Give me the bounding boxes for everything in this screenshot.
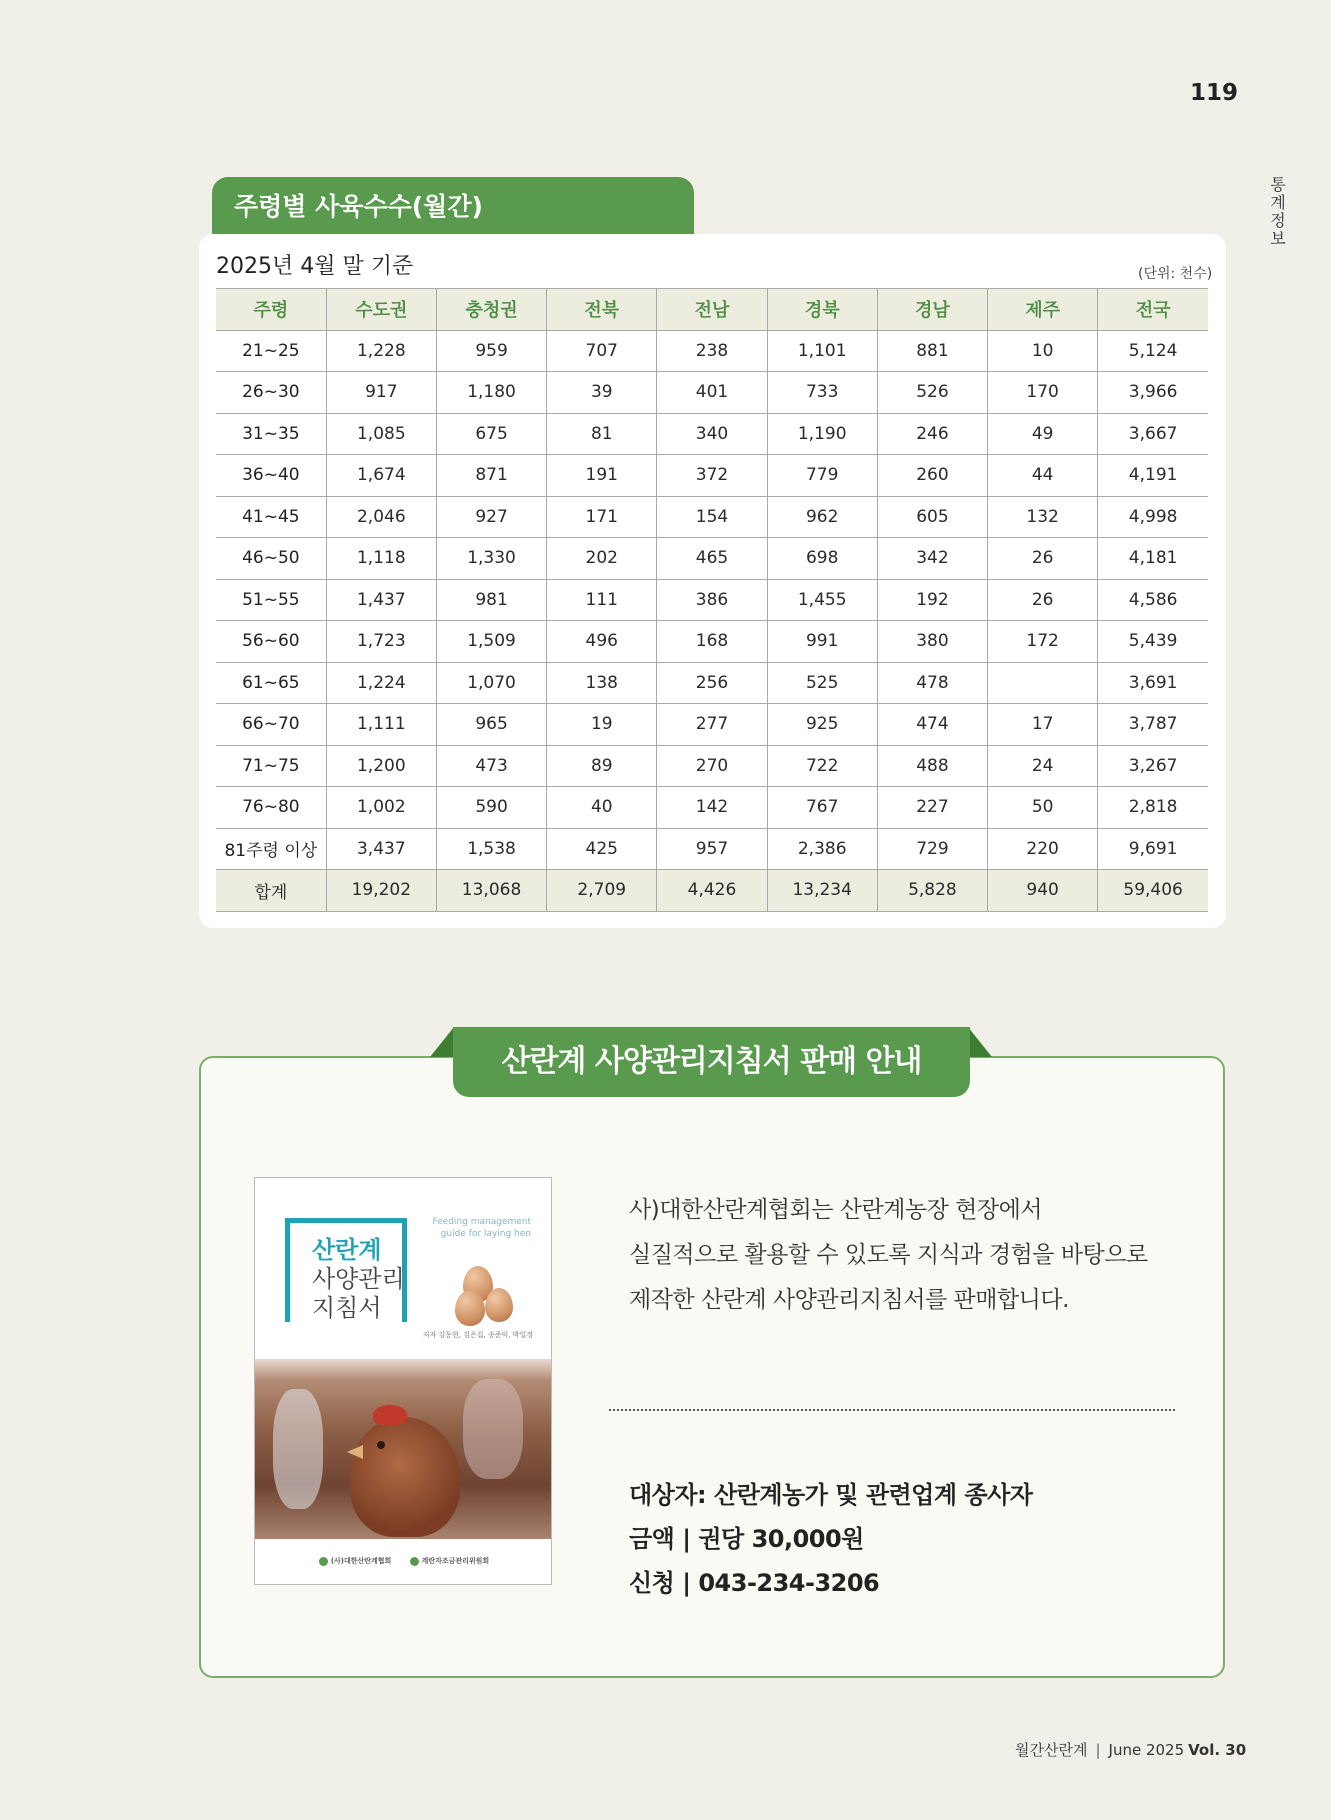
value-cell: 3,437 xyxy=(326,828,436,870)
table-row xyxy=(216,496,1208,538)
dotted-divider xyxy=(609,1409,1175,1411)
value-cell: 4,191 xyxy=(1098,455,1208,497)
value-cell: 89 xyxy=(547,745,657,787)
value-cell: 496 xyxy=(547,621,657,663)
value-cell: 81 xyxy=(547,413,657,455)
value-cell: 270 xyxy=(657,745,767,787)
age-cell: 71~75 xyxy=(216,745,326,787)
value-cell: 191 xyxy=(547,455,657,497)
value-cell: 729 xyxy=(877,828,987,870)
age-cell: 51~55 xyxy=(216,579,326,621)
value-cell: 957 xyxy=(657,828,767,870)
egg-icon xyxy=(485,1288,513,1322)
value-cell: 380 xyxy=(877,621,987,663)
table-row xyxy=(216,455,1208,497)
page-number: 119 xyxy=(1190,80,1239,106)
value-cell: 1,224 xyxy=(326,662,436,704)
value-cell: 1,002 xyxy=(326,787,436,829)
value-cell: 881 xyxy=(877,330,987,372)
volume-number: Vol. 30 xyxy=(1188,1741,1247,1759)
value-cell: 917 xyxy=(326,372,436,414)
value-cell: 1,085 xyxy=(326,413,436,455)
value-cell: 260 xyxy=(877,455,987,497)
value-cell: 940 xyxy=(988,870,1098,912)
footer-separator: | xyxy=(1095,1741,1101,1759)
value-cell: 1,111 xyxy=(326,704,436,746)
value-cell: 526 xyxy=(877,372,987,414)
value-cell: 1,723 xyxy=(326,621,436,663)
sale-description-line: 제작한 산란계 사양관리지침서를 판매합니다. xyxy=(629,1287,1069,1313)
value-cell: 2,818 xyxy=(1098,787,1208,829)
value-cell: 59,406 xyxy=(1098,870,1208,912)
value-cell: 340 xyxy=(657,413,767,455)
value-cell: 24 xyxy=(988,745,1098,787)
value-cell: 49 xyxy=(988,413,1098,455)
column-header: 수도권 xyxy=(326,289,436,331)
publisher-logo-1 xyxy=(319,1557,392,1565)
age-cell: 26~30 xyxy=(216,372,326,414)
value-cell: 50 xyxy=(988,787,1098,829)
hen-comb xyxy=(373,1405,407,1425)
value-cell: 1,330 xyxy=(436,538,546,580)
value-cell: 3,667 xyxy=(1098,413,1208,455)
value-cell: 733 xyxy=(767,372,877,414)
table-row xyxy=(216,372,1208,414)
issue-date: June 2025 xyxy=(1108,1741,1185,1759)
value-cell: 2,046 xyxy=(326,496,436,538)
side-tab-label: 통계 정보 xyxy=(1270,175,1286,248)
committee-logo-icon xyxy=(410,1557,419,1566)
age-cell: 66~70 xyxy=(216,704,326,746)
value-cell: 779 xyxy=(767,455,877,497)
value-cell: 962 xyxy=(767,496,877,538)
value-cell: 722 xyxy=(767,745,877,787)
value-cell: 1,674 xyxy=(326,455,436,497)
value-cell: 3,787 xyxy=(1098,704,1208,746)
value-cell: 2,386 xyxy=(767,828,877,870)
value-cell: 26 xyxy=(988,579,1098,621)
value-cell: 1,118 xyxy=(326,538,436,580)
book-title-line2: 사양관리 xyxy=(312,1265,405,1293)
value-cell: 590 xyxy=(436,787,546,829)
value-cell: 871 xyxy=(436,455,546,497)
value-cell: 3,966 xyxy=(1098,372,1208,414)
age-cell: 31~35 xyxy=(216,413,326,455)
age-cell: 41~45 xyxy=(216,496,326,538)
table-row xyxy=(216,745,1208,787)
age-cell: 56~60 xyxy=(216,621,326,663)
book-subtitle-en: Feeding management guide for laying hen xyxy=(432,1217,531,1239)
value-cell: 465 xyxy=(657,538,767,580)
value-cell: 1,190 xyxy=(767,413,877,455)
value-cell: 675 xyxy=(436,413,546,455)
column-header: 경남 xyxy=(877,289,987,331)
value-cell: 44 xyxy=(988,455,1098,497)
value-cell: 342 xyxy=(877,538,987,580)
age-cell: 36~40 xyxy=(216,455,326,497)
value-cell: 1,101 xyxy=(767,330,877,372)
price: 금액 | 권당 30,000원 xyxy=(629,1525,864,1553)
value-cell: 474 xyxy=(877,704,987,746)
column-header: 전국 xyxy=(1098,289,1208,331)
value-cell: 4,586 xyxy=(1098,579,1208,621)
value-cell: 168 xyxy=(657,621,767,663)
page-footer xyxy=(1015,1739,1246,1760)
age-cell: 21~25 xyxy=(216,330,326,372)
value-cell: 170 xyxy=(988,372,1098,414)
value-cell: 925 xyxy=(767,704,877,746)
photo-background-blur xyxy=(463,1379,523,1479)
book-title xyxy=(312,1236,405,1323)
age-cell: 61~65 xyxy=(216,662,326,704)
age-cell: 76~80 xyxy=(216,787,326,829)
sale-description xyxy=(629,1188,1148,1323)
value-cell: 1,228 xyxy=(326,330,436,372)
hen-body xyxy=(350,1417,460,1537)
contact-phone: 신청 | 043-234-3206 xyxy=(629,1569,880,1597)
value-cell: 959 xyxy=(436,330,546,372)
value-cell: 9,691 xyxy=(1098,828,1208,870)
value-cell: 40 xyxy=(547,787,657,829)
value-cell: 39 xyxy=(547,372,657,414)
value-cell: 256 xyxy=(657,662,767,704)
value-cell: 154 xyxy=(657,496,767,538)
value-cell: 19 xyxy=(547,704,657,746)
column-header: 경북 xyxy=(767,289,877,331)
value-cell: 372 xyxy=(657,455,767,497)
table-header-row xyxy=(216,289,1208,331)
value-cell: 605 xyxy=(877,496,987,538)
value-cell: 991 xyxy=(767,621,877,663)
value-cell: 965 xyxy=(436,704,546,746)
value-cell: 425 xyxy=(547,828,657,870)
association-logo-icon xyxy=(319,1557,328,1566)
table-row xyxy=(216,704,1208,746)
value-cell: 1,180 xyxy=(436,372,546,414)
value-cell: 138 xyxy=(547,662,657,704)
value-cell: 142 xyxy=(657,787,767,829)
value-cell: 10 xyxy=(988,330,1098,372)
table-row xyxy=(216,787,1208,829)
value-cell: 277 xyxy=(657,704,767,746)
stats-section-title: 주령별 사육수수(월간) xyxy=(212,177,694,237)
value-cell: 17 xyxy=(988,704,1098,746)
table-row xyxy=(216,579,1208,621)
age-cell: 46~50 xyxy=(216,538,326,580)
value-cell: 227 xyxy=(877,787,987,829)
value-cell: 5,439 xyxy=(1098,621,1208,663)
value-cell: 238 xyxy=(657,330,767,372)
value-cell: 1,200 xyxy=(326,745,436,787)
value-cell: 3,691 xyxy=(1098,662,1208,704)
value-cell: 1,509 xyxy=(436,621,546,663)
table-total-row xyxy=(216,870,1208,912)
value-cell: 4,998 xyxy=(1098,496,1208,538)
column-header: 주령 xyxy=(216,289,326,331)
table-row xyxy=(216,538,1208,580)
value-cell: 19,202 xyxy=(326,870,436,912)
base-date: 2025년 4월 말 기준 xyxy=(216,254,414,279)
target-audience: 대상자: 산란계농가 및 관련업계 종사자 xyxy=(629,1481,1033,1509)
value-cell: 246 xyxy=(877,413,987,455)
magazine-name: 월간산란계 xyxy=(1015,1741,1088,1759)
value-cell: 488 xyxy=(877,745,987,787)
age-cell: 81주령 이상 xyxy=(216,828,326,870)
publisher-name-2: 계란자조금관리위원회 xyxy=(421,1557,490,1565)
book-authors: 저자 김동현, 김은집, 송준익, 박일경 xyxy=(422,1331,533,1339)
value-cell: 1,455 xyxy=(767,579,877,621)
value-cell: 132 xyxy=(988,496,1098,538)
table-row xyxy=(216,828,1208,870)
table-row xyxy=(216,413,1208,455)
value-cell: 767 xyxy=(767,787,877,829)
hen-beak xyxy=(347,1445,363,1459)
stats-table xyxy=(216,288,1208,912)
sale-description-line: 실질적으로 활용할 수 있도록 지식과 경험을 바탕으로 xyxy=(629,1242,1148,1268)
value-cell: 220 xyxy=(988,828,1098,870)
value-cell: 111 xyxy=(547,579,657,621)
value-cell: 13,068 xyxy=(436,870,546,912)
value-cell: 1,538 xyxy=(436,828,546,870)
banner-fold-right xyxy=(968,1027,992,1057)
value-cell: 4,181 xyxy=(1098,538,1208,580)
value-cell: 981 xyxy=(436,579,546,621)
value-cell: 13,234 xyxy=(767,870,877,912)
hen-photo xyxy=(255,1359,552,1539)
sale-info xyxy=(629,1473,1032,1605)
value-cell: 192 xyxy=(877,579,987,621)
column-header: 전남 xyxy=(657,289,767,331)
hen-eye xyxy=(377,1441,385,1449)
value-cell: 202 xyxy=(547,538,657,580)
value-cell: 927 xyxy=(436,496,546,538)
book-title-line3: 지침서 xyxy=(312,1294,382,1322)
table-row xyxy=(216,621,1208,663)
publisher-name-1: (사)대한산란계협회 xyxy=(330,1557,392,1565)
value-cell: 386 xyxy=(657,579,767,621)
value-cell: 5,124 xyxy=(1098,330,1208,372)
column-header: 제주 xyxy=(988,289,1098,331)
value-cell: 1,070 xyxy=(436,662,546,704)
sale-banner-title: 산란계 사양관리지침서 판매 안내 xyxy=(453,1027,970,1097)
value-cell: 171 xyxy=(547,496,657,538)
column-header: 전북 xyxy=(547,289,657,331)
column-header: 충청권 xyxy=(436,289,546,331)
value-cell xyxy=(988,662,1098,704)
book-title-line1: 산란계 xyxy=(312,1236,382,1264)
table-row xyxy=(216,662,1208,704)
value-cell: 26 xyxy=(988,538,1098,580)
sale-description-line: 사)대한산란계협회는 산란계농장 현장에서 xyxy=(629,1197,1043,1223)
publisher-logo-2 xyxy=(410,1557,490,1565)
value-cell: 4,426 xyxy=(657,870,767,912)
value-cell: 1,437 xyxy=(326,579,436,621)
book-cover-image xyxy=(254,1177,552,1585)
book-publisher-logos xyxy=(255,1556,552,1566)
egg-icon xyxy=(455,1290,485,1326)
age-cell: 합계 xyxy=(216,870,326,912)
value-cell: 172 xyxy=(988,621,1098,663)
value-cell: 525 xyxy=(767,662,877,704)
value-cell: 401 xyxy=(657,372,767,414)
value-cell: 698 xyxy=(767,538,877,580)
value-cell: 707 xyxy=(547,330,657,372)
table-row xyxy=(216,330,1208,372)
photo-background-blur xyxy=(273,1389,323,1509)
value-cell: 2,709 xyxy=(547,870,657,912)
value-cell: 5,828 xyxy=(877,870,987,912)
banner-fold-left xyxy=(430,1027,454,1057)
value-cell: 3,267 xyxy=(1098,745,1208,787)
value-cell: 478 xyxy=(877,662,987,704)
unit-label: (단위: 천수) xyxy=(1138,266,1213,282)
value-cell: 473 xyxy=(436,745,546,787)
